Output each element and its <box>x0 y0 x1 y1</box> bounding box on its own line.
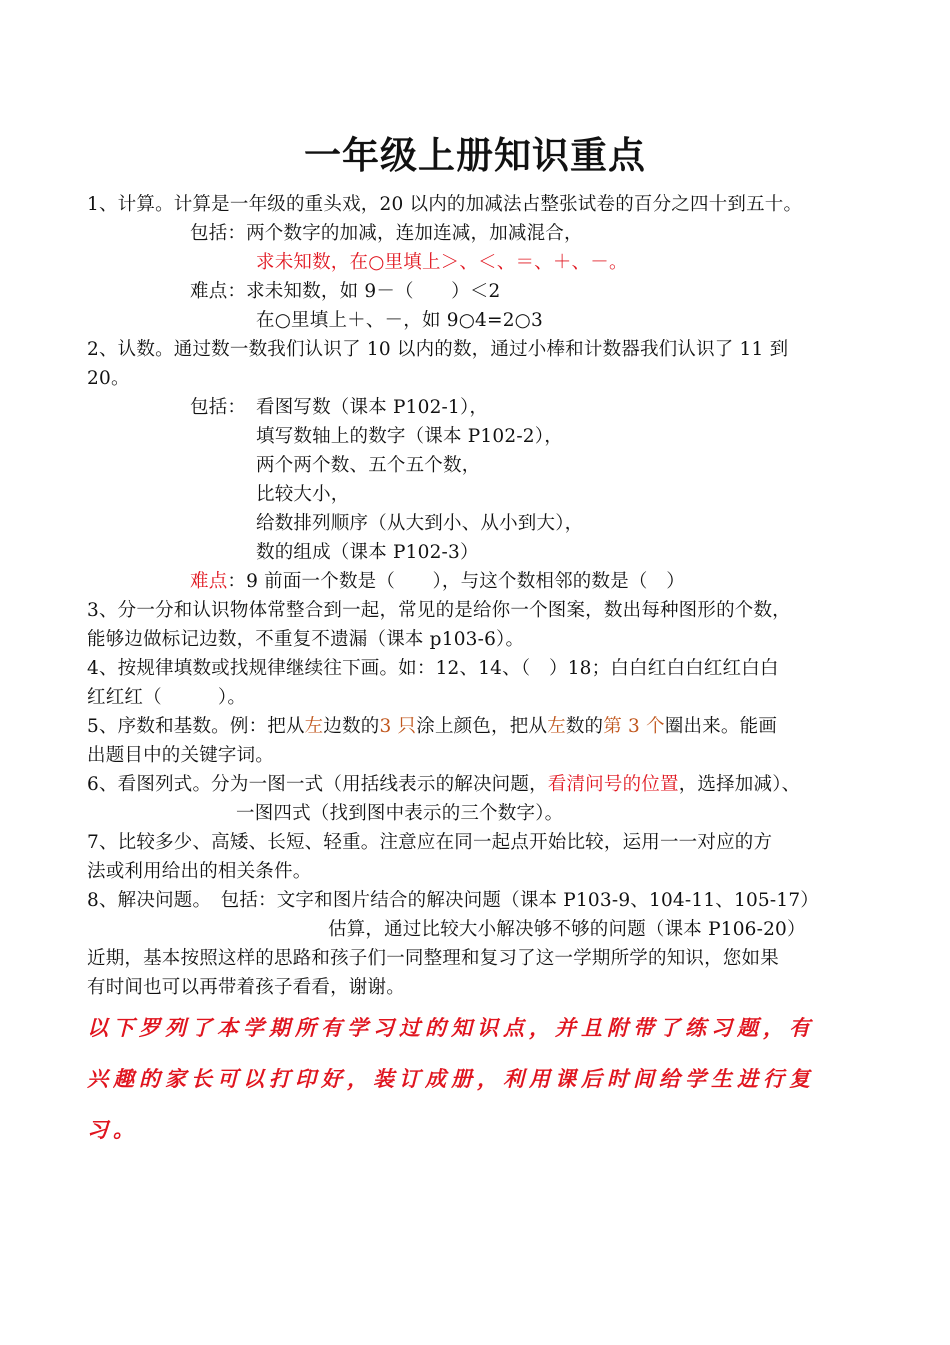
s2-line2: 20。 <box>87 368 130 389</box>
s4-line1: 4、按规律填数或找规律继续往下画。如：12、14、（ ）18；白白红白白红红白白 <box>87 658 779 679</box>
s2-item: 给数排列顺序（从大到小、从小到大）， <box>256 513 584 534</box>
s5-line1 <box>87 715 917 739</box>
s2-item: 看图写数（课本 P102-1）， <box>256 397 489 418</box>
s4-line2: 红红红（ ）。 <box>87 687 247 708</box>
s2-difficulty-text: ：9 前面一个数是（ ），与这个数相邻的数是（ ） <box>227 571 686 592</box>
s2-difficulty <box>190 570 950 594</box>
s7-line1: 7、比较多少、高矮、长短、轻重。注意应在同一起点开始比较，运用一一对应的方 <box>87 832 773 853</box>
s8-line2: 估算，通过比较大小解决够不够的问题（课本 P106-20） <box>328 919 806 940</box>
s2-item: 填写数轴上的数字（课本 P102-2）， <box>256 426 563 447</box>
s1-difficulty: 难点：求未知数，如 9－（ ）＜2 <box>190 281 501 302</box>
s3-line2: 能够边做标记边数，不重复不遗漏（课本 p103-6）。 <box>87 629 525 650</box>
s5-highlight: 左 <box>304 716 324 737</box>
s1-include-red: 求未知数，在○里填上＞、＜、＝、＋、－。 <box>256 252 628 273</box>
s5-highlight: 左 <box>547 716 566 737</box>
s1-difficulty2: 在○里填上＋、－，如 9○4=2○3 <box>256 310 543 331</box>
s6-text: 6、看图列式。分为一图一式（用括线表示的解决问题， <box>87 774 548 795</box>
s6-line1 <box>87 773 917 797</box>
s1-line1: 1、计算。计算是一年级的重头戏，20 以内的加减法占整张试卷的百分之四十到五十。 <box>87 194 803 215</box>
s5-text: 边数的 <box>323 716 380 737</box>
s5-line2: 出题目中的关键字词。 <box>87 745 275 766</box>
page-title: 一年级上册知识重点 <box>304 134 646 177</box>
s1-include: 包括：两个数字的加减，连加连减，加减混合， <box>190 223 583 244</box>
s2-item: 比较大小， <box>256 484 350 505</box>
s5-highlight: 3 只 <box>379 716 417 737</box>
s6-highlight: 看清问号的位置 <box>547 774 679 795</box>
s5-highlight: 第 3 个 <box>603 716 665 737</box>
closing-line2: 有时间也可以再带着孩子看看，谢谢。 <box>87 977 405 998</box>
s2-item: 两个两个数、五个五个数， <box>256 455 481 476</box>
closing-line1: 近期，基本按照这样的思路和孩子们一同整理和复习了这一学期所学的知识，您如果 <box>87 948 779 969</box>
s3-line1: 3、分一分和认识物体常整合到一起，常见的是给你一个图案，数出每种图形的个数， <box>87 600 791 621</box>
s2-item: 数的组成（课本 P102-3） <box>256 542 479 563</box>
s8-line1: 8、解决问题。 包括：文字和图片结合的解决问题（课本 P103-9、104-11、105-17） <box>87 890 819 911</box>
s5-text: 数的 <box>565 716 604 737</box>
s2-include-label: 包括： <box>190 397 247 418</box>
red-note-line1: 以下罗列了本学期所有学习过的知识点，并且附带了练习题，有 <box>87 1015 815 1040</box>
red-note-line2: 兴趣的家长可以打印好，装订成册，利用课后时间给学生进行复 <box>87 1066 815 1091</box>
s2-difficulty-label: 难点 <box>190 571 228 592</box>
s6-text: ，选择加减）、 <box>678 774 801 795</box>
s6-line2: 一图四式（找到图中表示的三个数字）。 <box>236 803 564 824</box>
s5-text: 圈出来。能画 <box>664 716 778 737</box>
s2-line1: 2、认数。通过数一数我们认识了 10 以内的数，通过小棒和计数器我们认识了 11 到 <box>87 339 789 360</box>
s5-text: 涂上颜色，把从 <box>416 716 548 737</box>
s5-text: 5、序数和基数。例：把从 <box>87 716 305 737</box>
red-note-line3: 习。 <box>87 1117 139 1142</box>
s7-line2: 法或利用给出的相关条件。 <box>87 861 312 882</box>
